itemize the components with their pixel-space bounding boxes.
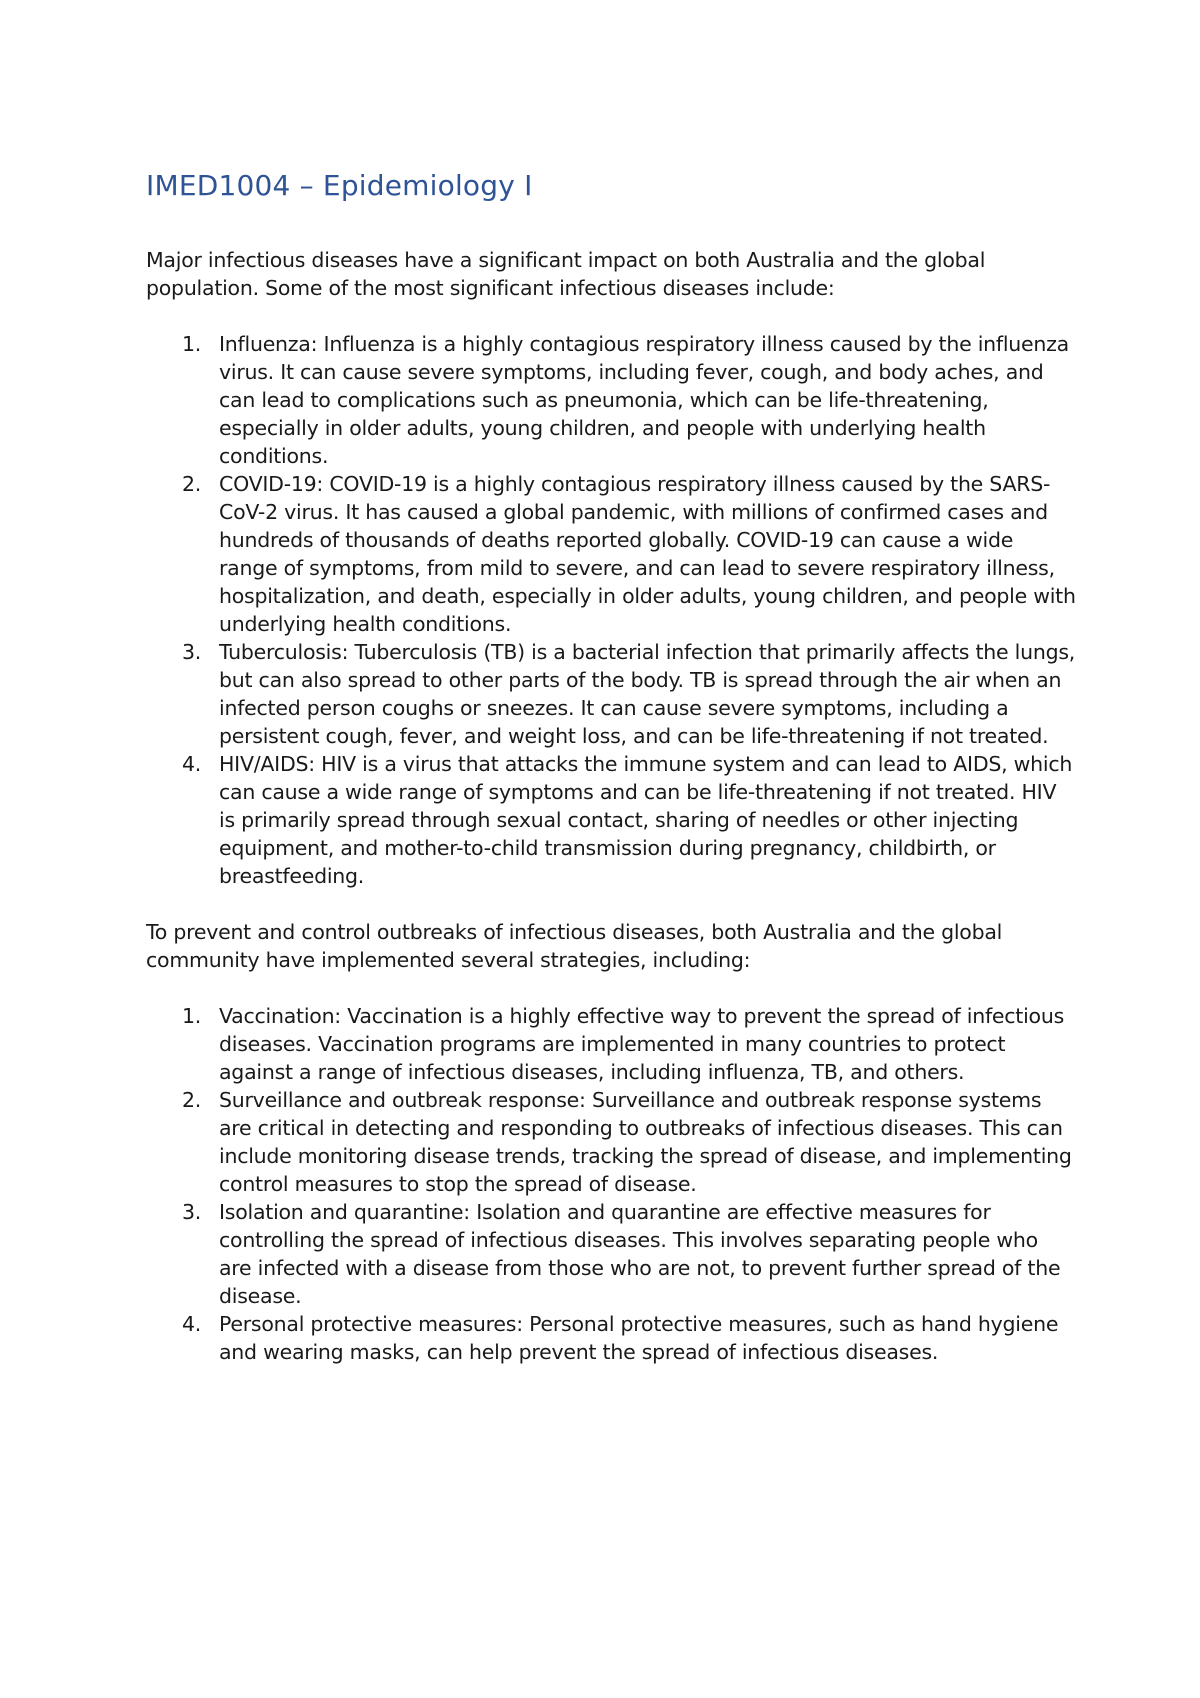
diseases-list [146, 330, 1076, 890]
list-item-disease [146, 638, 1076, 750]
strategies-list [146, 1002, 1076, 1366]
list-item-text: Isolation and quarantine: Isolation and quarantine are effective measures for controlling the spread of infectious diseases. This involves separating people who are infected with a disease from those who are not, to prevent further spread of the disease. [219, 1200, 1061, 1309]
list-number: 2. [182, 1088, 202, 1113]
list-item-strategy [146, 1310, 1076, 1366]
list-number: 4. [182, 1312, 202, 1337]
list-item-disease [146, 330, 1076, 470]
list-item-text: Surveillance and outbreak response: Surveillance and outbreak response systems are critical in detecting and responding to outbreaks of infectious diseases. This can include monitoring disease trends, tracking the spread of disease, and implementing control measures to stop the spread of disease. [219, 1088, 1072, 1197]
list-number: 1. [182, 332, 202, 357]
list-item-text: Personal protective measures: Personal protective measures, such as hand hygiene and wearing masks, can help prevent the spread of infectious diseases. [219, 1312, 1059, 1365]
list-item-text: Vaccination: Vaccination is a highly effective way to prevent the spread of infectious diseases. Vaccination programs are implemented in many countries to protect against a range of infectious diseases, including influenza, TB, and others. [219, 1004, 1064, 1085]
list-item-disease [146, 750, 1076, 890]
list-item-text: Tuberculosis: Tuberculosis (TB) is a bacterial infection that primarily affects the lungs, but can also spread to other parts of the body. TB is spread through the air when an infected person coughs or sneezes. It can cause severe symptoms, including a persistent cough, fever, and weight loss, and can be life-threatening if not treated. [219, 640, 1076, 749]
list-number: 2. [182, 472, 202, 497]
list-item-strategy [146, 1002, 1076, 1086]
intro-paragraph: Major infectious diseases have a significant impact on both Australia and the global population. Some of the most significant infectious diseases include: [146, 248, 986, 301]
list-item-text: HIV/AIDS: HIV is a virus that attacks the immune system and can lead to AIDS, which can cause a wide range of symptoms and can be life-threatening if not treated. HIV is primarily spread through sexual contact, sharing of needles or other injecting equipment, and mother-to-child transmission during pregnancy, childbirth, or breastfeeding. [219, 752, 1073, 889]
list-item-text: Influenza: Influenza is a highly contagious respiratory illness caused by the influenza virus. It can cause severe symptoms, including fever, cough, and body aches, and can lead to complications such as pneumonia, which can be life-threatening, especially in older adults, young children, and people with underlying health conditions. [219, 332, 1069, 469]
list-number: 4. [182, 752, 202, 777]
list-number: 1. [182, 1004, 202, 1029]
document-title: IMED1004 – Epidemiology I [146, 169, 533, 202]
strategies-intro-paragraph: To prevent and control outbreaks of infectious diseases, both Australia and the global community have implemented several strategies, including: [146, 920, 1003, 973]
list-item-strategy [146, 1086, 1076, 1198]
list-item-text: COVID-19: COVID-19 is a highly contagious respiratory illness caused by the SARS-CoV-2 virus. It has caused a global pandemic, with millions of confirmed cases and hundreds of thousands of deaths reported globally. COVID-19 can cause a wide range of symptoms, from mild to severe, and can lead to severe respiratory illness, hospitalization, and death, especially in older adults, young children, and people with underlying health conditions. [219, 472, 1076, 637]
list-item-disease [146, 470, 1076, 638]
document-page [146, 168, 1076, 1394]
list-number: 3. [182, 640, 202, 665]
list-item-strategy [146, 1198, 1076, 1310]
list-number: 3. [182, 1200, 202, 1225]
